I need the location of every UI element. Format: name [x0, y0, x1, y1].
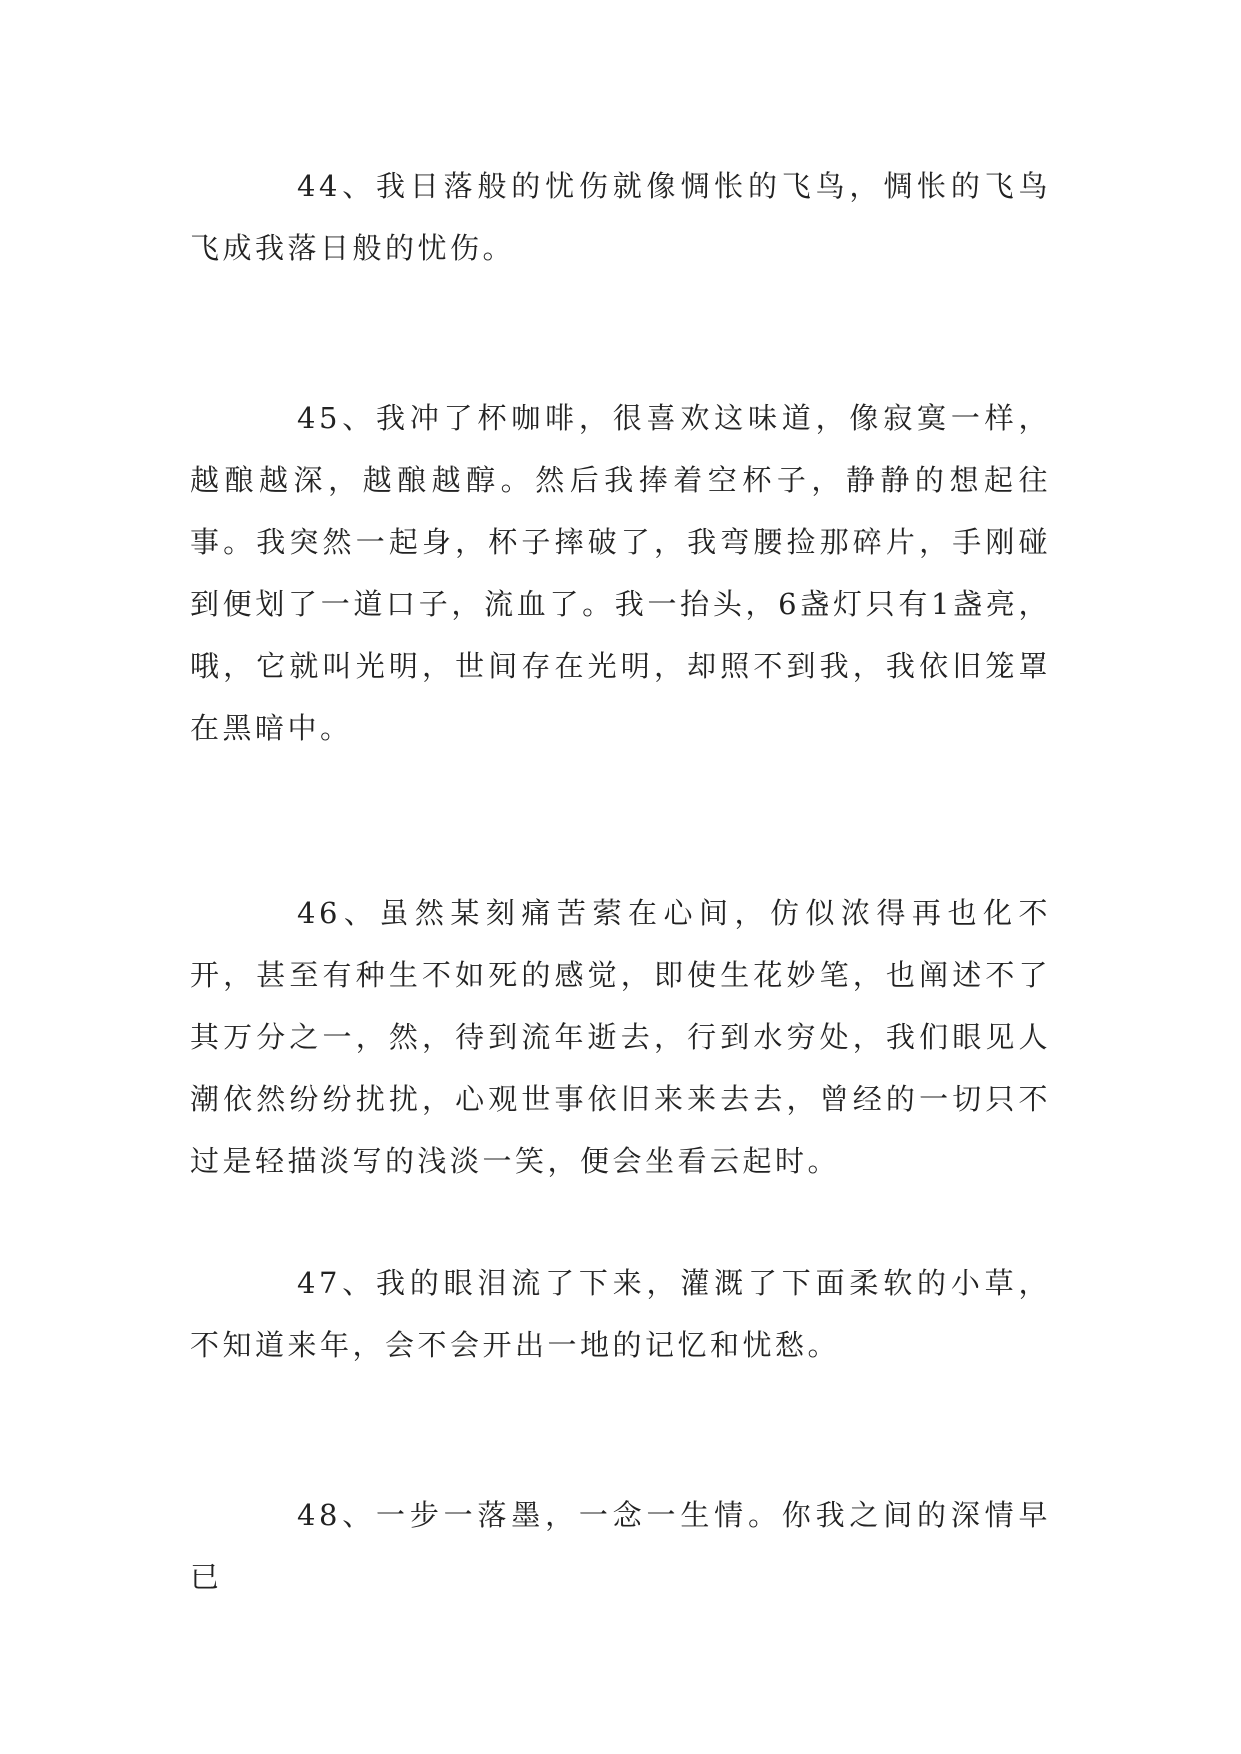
paragraph-47: 47、我的眼泪流了下来，灌溉了下面柔软的小草，不知道来年，会不会开出一地的记忆和忧愁。	[190, 1266, 1051, 1362]
paragraph-46: 46、虽然某刻痛苦萦在心间，仿似浓得再也化不开，甚至有种生不如死的感觉，即使生花妙笔，也阐述不了其万分之一，然，待到流年逝去，行到水穷处，我们眼见人潮依然纷纷扰扰，心观世事依旧来来去去，曾经的一切只不过是轻描淡写的浅淡一笑，便会坐看云起时。	[190, 896, 1051, 1178]
paragraph-48: 48、一步一落墨，一念一生情。你我之间的深情早已	[190, 1498, 1051, 1594]
paragraph-44: 44、我日落般的忧伤就像惆怅的飞鸟，惆怅的飞鸟飞成我落日般的忧伤。	[190, 169, 1051, 265]
paragraph-45: 45、我冲了杯咖啡，很喜欢这味道，像寂寞一样，越酿越深，越酿越醇。然后我捧着空杯子，静静的想起往事。我突然一起身，杯子摔破了，我弯腰捡那碎片，手刚碰到便划了一道口子，流血了。我一抬头，6盏灯只有1盏亮，哦，它就叫光明，世间存在光明，却照不到我，我依旧笼罩在黑暗中。	[190, 401, 1051, 745]
